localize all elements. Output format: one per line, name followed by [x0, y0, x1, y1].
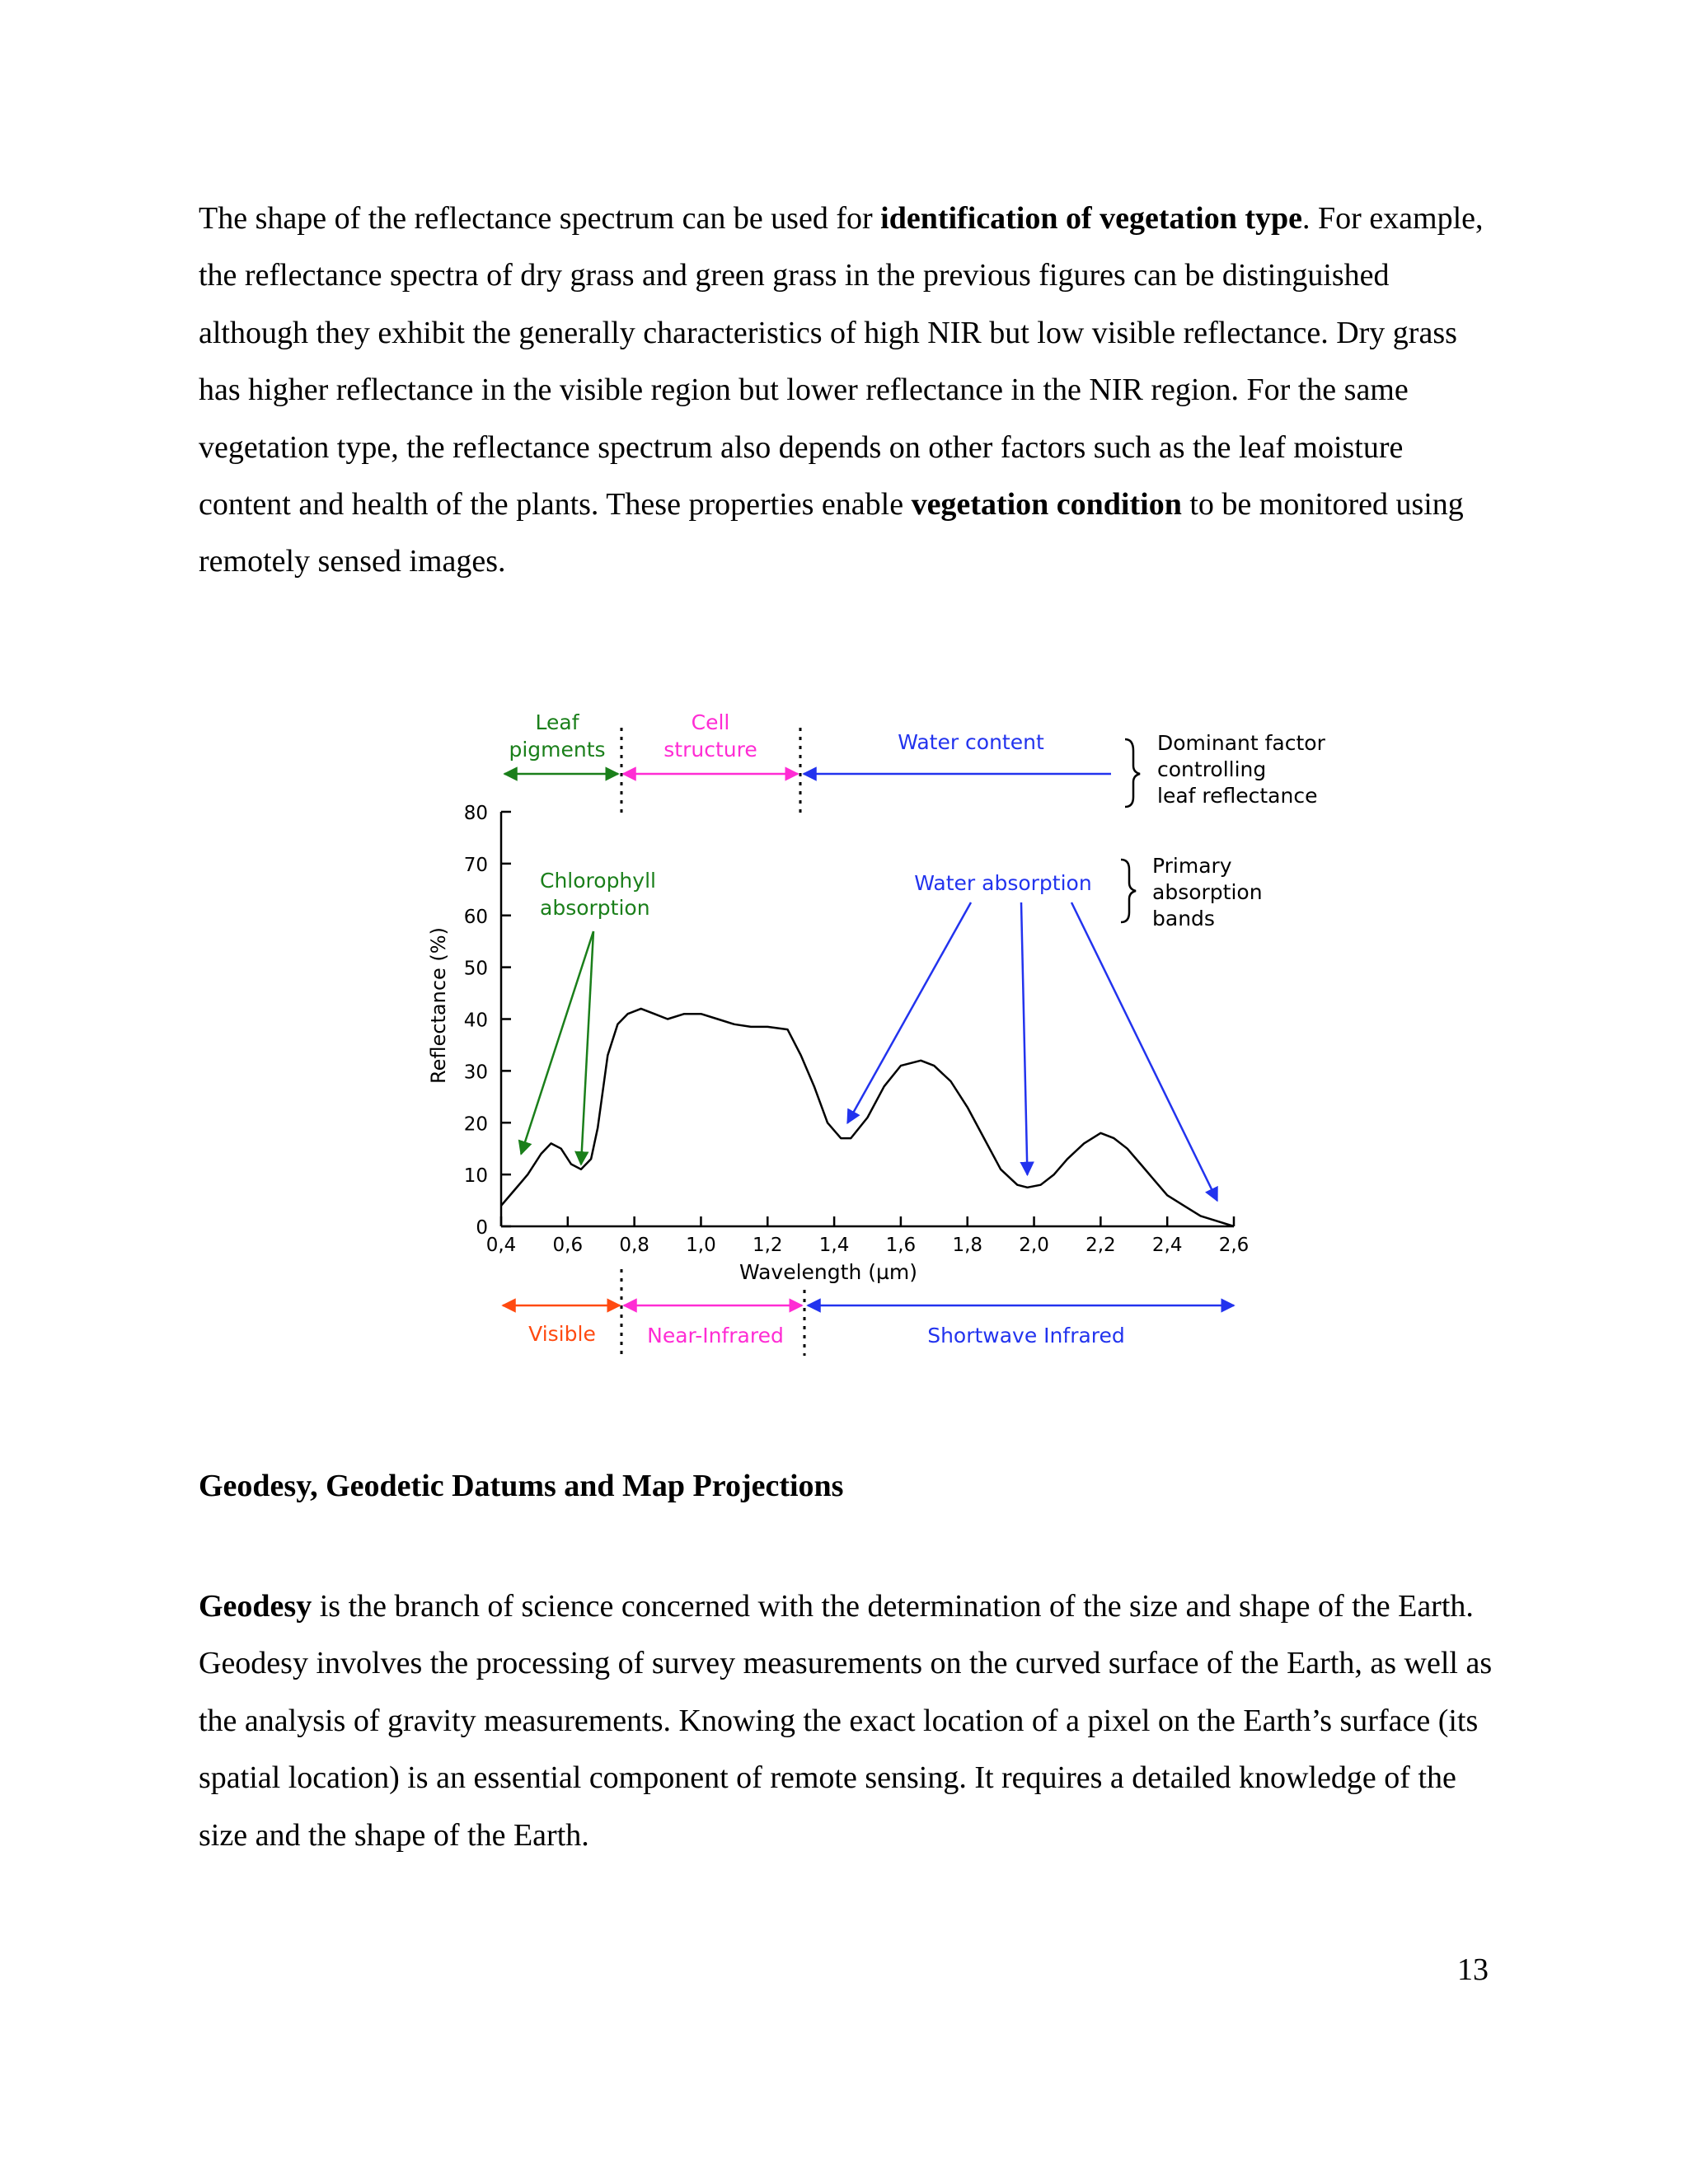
section-heading: Geodesy, Geodetic Datums and Map Projections [199, 1469, 844, 1503]
intro-paragraph [199, 190, 1493, 591]
cell-structure-label: structure [663, 738, 757, 762]
dominant-factor-note: controlling [1157, 757, 1267, 781]
x-tick-label: 2,6 [1218, 1235, 1250, 1256]
geodesy-paragraph [199, 1578, 1493, 1864]
dominant-factor-brace [1125, 739, 1140, 807]
y-tick-label: 0 [476, 1217, 488, 1239]
x-tick-label: 0,6 [552, 1235, 584, 1256]
cell-structure-label: Cell [691, 710, 730, 734]
bold-run: vegetation condition [911, 487, 1182, 523]
x-tick-label: 1,6 [885, 1235, 917, 1256]
primary-absorption-brace [1121, 860, 1136, 922]
bold-run: identification of vegetation type [880, 201, 1303, 236]
x-tick-label: 0,8 [619, 1235, 649, 1256]
primary-absorption-note: absorption [1152, 880, 1263, 904]
water-content-label: Water content [898, 730, 1044, 754]
y-axis-label: Reflectance (%) [427, 927, 450, 1084]
x-tick-label: 2,0 [1019, 1235, 1049, 1256]
absorption-arrows [521, 902, 1217, 1201]
y-tick-label: 30 [463, 1062, 488, 1084]
primary-absorption-note: Primary [1152, 854, 1232, 878]
visible-label: Visible [528, 1322, 596, 1346]
y-tick-label: 10 [463, 1165, 488, 1188]
text-run: is the branch of science concerned with the determination of the size and shape of the Earth. Geodesy involves the processing of survey measurements on the curved surface of the Earth, as well as the analysis of gravity measurements. Knowing the exact location of a pixel on the Earth’s surface (its spatial location) is an essential component of remote sensing. It requires a detailed knowledge of the size and the shape of the Earth. [199, 1589, 1493, 1853]
chlorophyll-absorption-label: absorption [540, 896, 650, 920]
near-infrared-label: Near-Infrared [647, 1324, 784, 1347]
text-run: . For example, the reflectance spectra of dry grass and green grass in the previous figures can be distinguished although they exhibit the generally characteristics of high NIR but low visible reflectance. Dry grass has higher reflectance in the visible region but lower reflectance in the NIR region. For the same vegetation type, the reflectance spectrum also depends on other factors such as the leaf moisture content and health of the plants. These properties enable [199, 201, 1484, 523]
chlorophyll-absorption-label: Chlorophyll [540, 869, 656, 893]
water-absorption-arrow [1021, 902, 1027, 1174]
dominant-factor-note: leaf reflectance [1157, 784, 1318, 808]
text-run: The shape of the reflectance spectrum can be used for [199, 201, 881, 236]
text-run: to be monitored using remotely sensed images. [199, 487, 1464, 579]
reflectance-spectrum-figure [420, 705, 1325, 1356]
y-tick-label: 20 [463, 1113, 488, 1136]
primary-absorption-note: bands [1152, 907, 1215, 930]
bold-run: Geodesy [199, 1589, 312, 1624]
y-tick-label: 50 [463, 958, 488, 980]
water-absorption-arrow [847, 902, 971, 1123]
x-tick-label: 1,4 [818, 1235, 850, 1256]
x-axis-label: Wavelength (µm) [738, 1260, 918, 1284]
page-number: 13 [1457, 1952, 1489, 1987]
y-tick-label: 80 [463, 803, 488, 824]
x-tick-label: 0,4 [485, 1235, 517, 1256]
water-absorption-arrow [1071, 902, 1217, 1201]
x-tick-label: 1,0 [686, 1235, 716, 1256]
x-tick-label: 1,2 [752, 1235, 783, 1256]
water-absorption-label: Water absorption [914, 871, 1092, 895]
reflectance-curve [501, 1009, 1234, 1226]
y-tick-label: 40 [463, 1010, 488, 1032]
x-tick-label: 1,8 [952, 1235, 983, 1256]
leaf-pigments-label: pigments [509, 738, 606, 762]
y-tick-label: 70 [463, 854, 488, 876]
x-tick-label: 2,2 [1085, 1235, 1116, 1256]
x-tick-label: 2,4 [1151, 1235, 1183, 1256]
y-tick-label: 60 [463, 906, 488, 928]
shortwave-infrared-label: Shortwave Infrared [927, 1324, 1125, 1347]
dominant-factor-note: Dominant factor [1157, 731, 1325, 755]
leaf-pigments-label: Leaf [535, 710, 579, 734]
reflectance-series [501, 1009, 1234, 1226]
